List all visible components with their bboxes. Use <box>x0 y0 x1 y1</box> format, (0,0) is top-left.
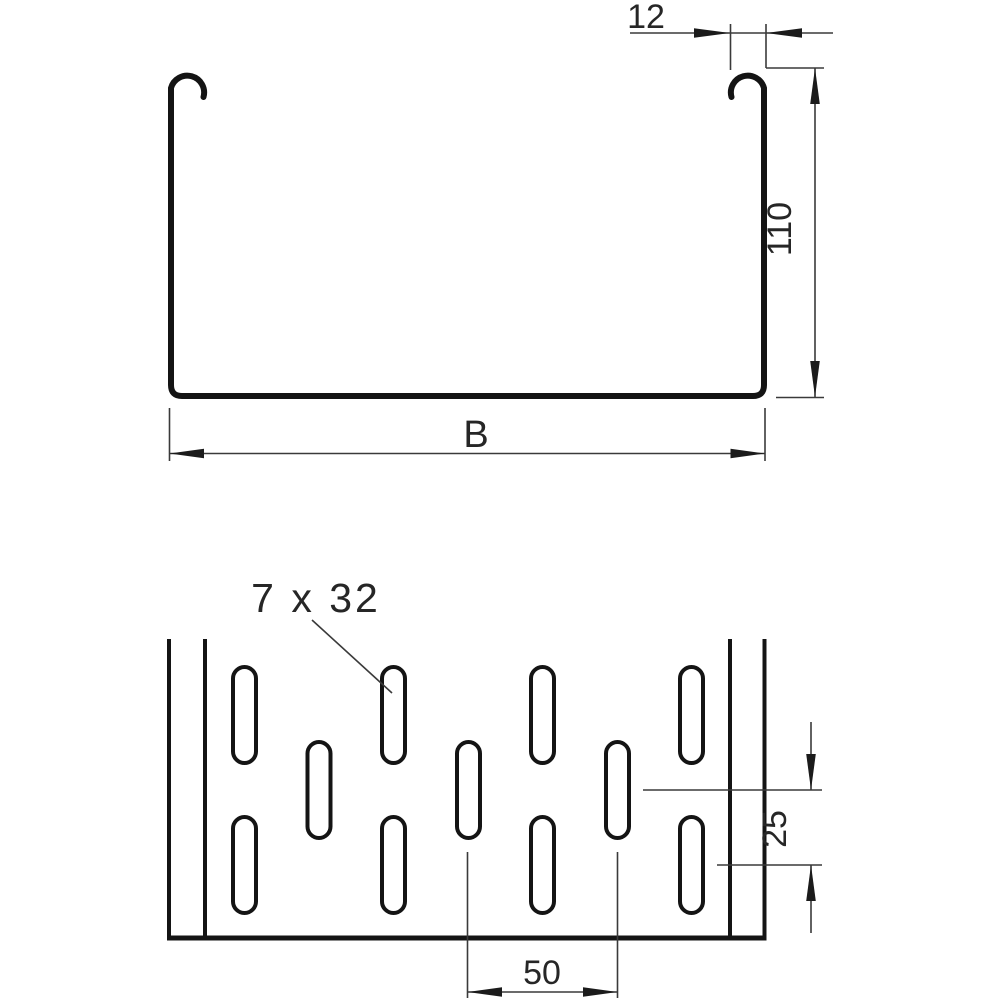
cross-section-view <box>171 76 764 396</box>
dimension-width-b <box>170 408 766 461</box>
slot-hole <box>457 742 480 838</box>
slot-hole <box>382 817 405 913</box>
dim-label-slot-pitch: 50 <box>523 954 561 992</box>
slot-size-label: 7 x 32 <box>251 575 381 621</box>
arrowhead-left-icon <box>766 28 802 38</box>
arrowhead-down-icon <box>806 754 816 790</box>
slot-hole <box>680 817 703 913</box>
arrowhead-left-icon <box>170 449 205 459</box>
slot-hole <box>382 667 405 763</box>
slot-size-callout <box>251 575 392 693</box>
slot-hole <box>233 817 256 913</box>
dim-label-lip: 12 <box>627 0 665 36</box>
slot-hole <box>308 742 331 838</box>
slot-hole <box>233 667 256 763</box>
dimension-slot-pitch-50 <box>468 852 618 998</box>
arrowhead-down-icon <box>810 361 820 397</box>
dim-label-row-offset: 25 <box>756 810 794 848</box>
slot-hole <box>531 817 554 913</box>
arrowhead-right-icon <box>583 987 618 997</box>
channel-profile-outline <box>171 76 764 396</box>
arrowhead-right-icon <box>731 449 766 459</box>
arrowhead-up-icon <box>806 865 816 901</box>
arrowhead-up-icon <box>810 68 820 104</box>
dimension-row-offset-25 <box>643 722 822 933</box>
arrowhead-right-icon <box>694 28 730 38</box>
slot-hole <box>680 667 703 763</box>
dimension-height-110 <box>761 68 824 398</box>
arrowhead-left-icon <box>468 987 503 997</box>
dim-label-width: B <box>463 414 489 456</box>
dimension-lip-12 <box>627 0 833 70</box>
slot-hole <box>606 742 629 838</box>
dim-label-height: 110 <box>761 201 799 257</box>
leader-line <box>312 620 392 693</box>
slot-hole <box>531 667 554 763</box>
